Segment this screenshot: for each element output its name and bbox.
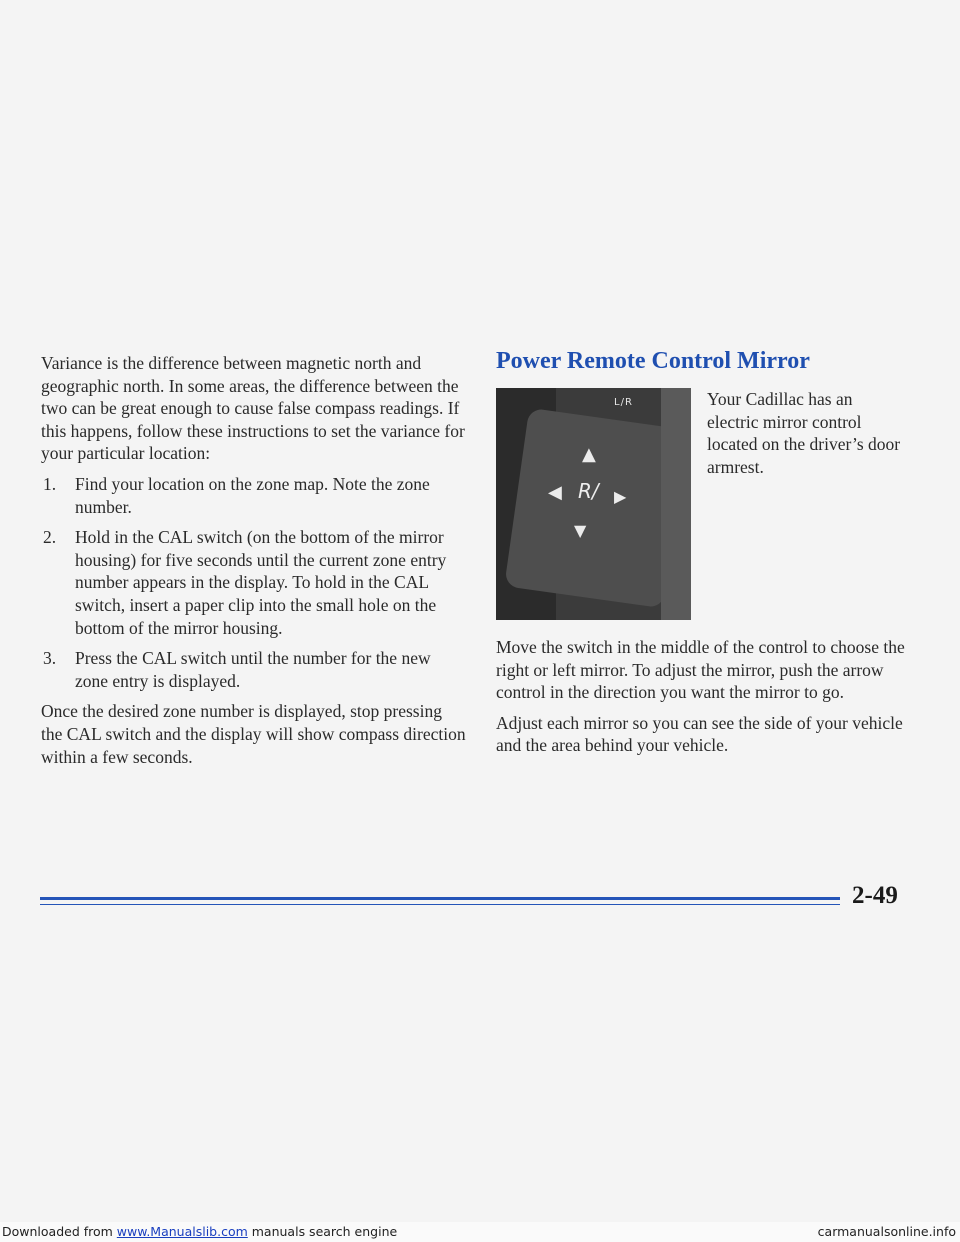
switch-paragraph: Move the switch in the middle of the control to choose the right or left mirror. To adjust the mirror, push the arrow control in the direction you want the mirror to go. — [496, 637, 905, 703]
step-text: Press the CAL switch until the number for the new zone entry is displayed. — [75, 648, 431, 691]
right-column — [496, 346, 926, 765]
download-footer — [0, 1222, 960, 1242]
step-item — [41, 526, 466, 639]
step-text: Find your location on the zone map. Note the zone number. — [75, 473, 430, 517]
arrow-right-icon: ▶ — [614, 487, 627, 506]
step-number: 3. — [43, 648, 57, 669]
steps-list — [41, 473, 466, 692]
photo-label: L/R — [614, 397, 633, 408]
closing-paragraph: Once the desired zone number is displayed, stop pressing the CAL switch and the display will show compass direction within a few seconds. — [41, 701, 466, 767]
arrow-up-icon: ▲ — [582, 444, 596, 465]
rule-thin — [40, 904, 840, 905]
step-number: 1. — [43, 473, 57, 494]
rule-thick — [40, 897, 840, 900]
step-item — [41, 473, 466, 518]
footer-watermark: carmanualsonline.info — [817, 1224, 956, 1239]
left-column — [41, 352, 466, 776]
photo-caption: Your Cadillac has an electric mirror control located on the driver’s door armrest. — [707, 389, 901, 477]
footer-suffix: manuals search engine — [247, 1224, 398, 1239]
mirror-select-switch: R/ — [578, 479, 599, 503]
intro-paragraph: Variance is the difference between magnetic north and geographic north. In some areas, the difference between the two can be great enough to cause false compass readings. If this happens, follow these instructions to set the variance for your particular location: — [41, 353, 465, 464]
page-number: 2-49 — [852, 882, 898, 909]
step-text: Hold in the CAL switch (on the bottom of the mirror housing) for five seconds until the current zone entry number appears in the display. To hold in the CAL switch, insert a paper clip into the small hole on the bottom of the mirror housing. — [75, 527, 447, 638]
step-number: 2. — [43, 527, 57, 548]
adjust-paragraph: Adjust each mirror so you can see the side of your vehicle and the area behind your vehicle. — [496, 712, 903, 756]
footer-prefix: Downloaded from — [2, 1224, 117, 1239]
footer-left — [2, 1222, 397, 1242]
arrow-left-icon: ◀ — [548, 482, 562, 503]
figure-row — [496, 388, 926, 628]
section-heading: Power Remote Control Mirror — [496, 348, 810, 374]
photo-strip — [661, 388, 691, 620]
arrow-down-icon: ▼ — [574, 521, 587, 540]
mirror-control-photo — [496, 388, 691, 620]
manualslib-link[interactable]: www.Manualslib.com — [116, 1224, 248, 1239]
step-item — [41, 647, 466, 692]
